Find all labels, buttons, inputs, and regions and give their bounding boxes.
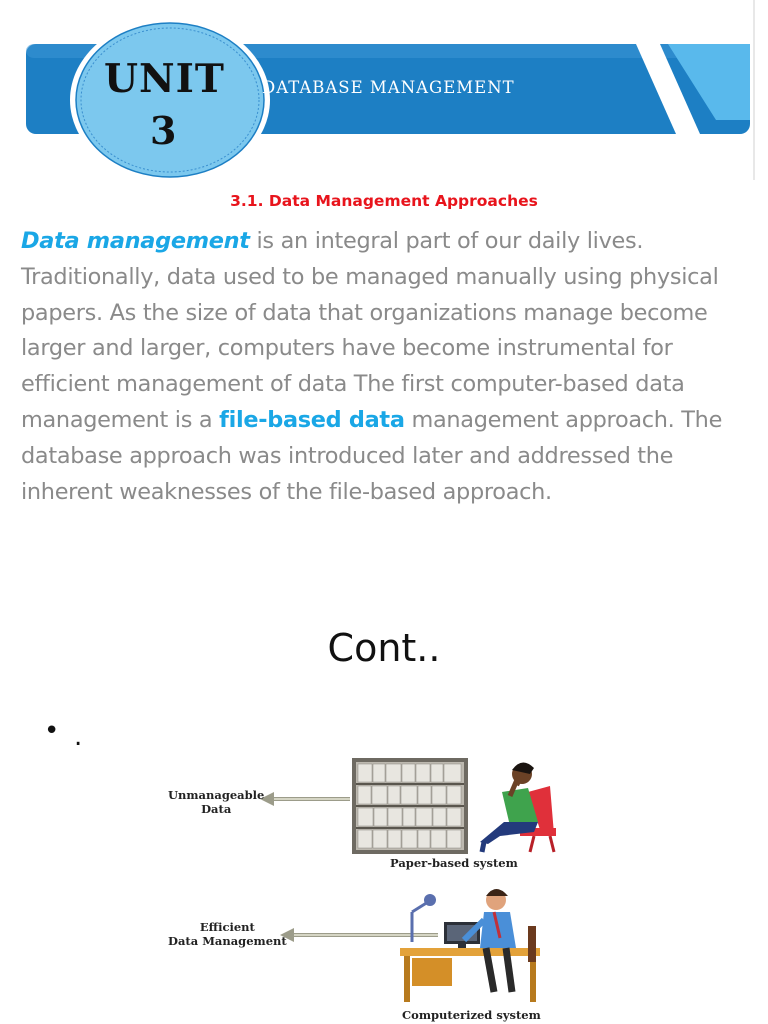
file-shelf-image <box>352 758 468 854</box>
section-heading: 3.1. Data Management Approaches <box>230 192 538 210</box>
unit-number: 3 <box>150 108 177 153</box>
paragraph-text-2: management approach. The database approach was introduced later and addressed the inherent weaknesses of the file-based approach. <box>21 406 723 505</box>
bullet-text: . <box>74 722 83 752</box>
label-efficient-data-management <box>168 920 287 948</box>
unit-label: UNIT <box>104 56 225 102</box>
highlight-data-management: Data management <box>21 228 250 254</box>
intro-paragraph <box>21 224 751 510</box>
paragraph-text-1: is an integral part of our daily lives. Traditionally, data used to be managed manually using physical papers. As the size of data that organizations manage become larger and larger, computers have become instrumental for efficient management of data The first computer-based data management is a <box>21 228 719 433</box>
label-line: Efficient <box>199 920 255 934</box>
arrow-left-icon <box>280 928 438 942</box>
computer-desk-image <box>400 889 540 1002</box>
bullet-dot-icon: • <box>44 716 60 746</box>
label-line: Data Management <box>168 934 287 948</box>
label-paper-based-system: Paper-based system <box>390 856 518 870</box>
slide-title: Cont.. <box>327 626 441 670</box>
highlight-file-based-data: file-based data <box>219 406 405 433</box>
arrow-left-icon <box>260 792 350 806</box>
label-unmanageable-data <box>168 788 264 816</box>
label-line: Data <box>201 802 232 816</box>
label-line: Unmanageable <box>168 788 265 802</box>
label-computerized-system: Computerized system <box>402 1008 541 1022</box>
worried-person-image <box>480 762 556 852</box>
banner-title: DATABASE MANAGEMENT <box>262 78 515 97</box>
